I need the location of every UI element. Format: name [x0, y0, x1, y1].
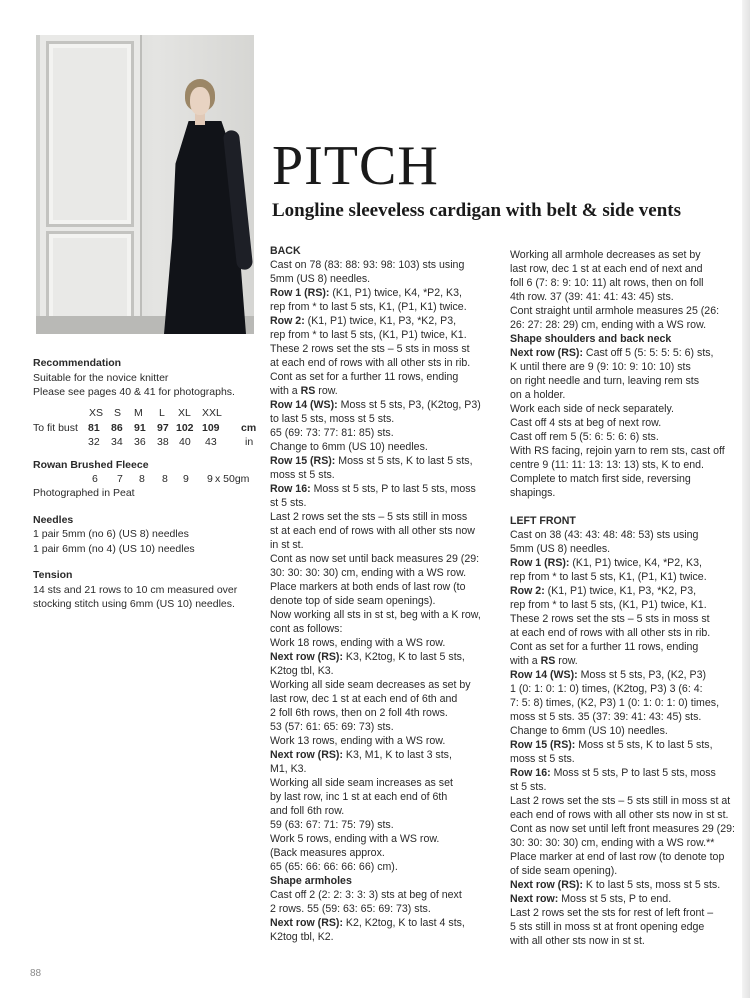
instruction-text: rep from * to last 5 sts, (K1, P1) twice, K1. [270, 329, 467, 341]
instruction-line [510, 556, 740, 570]
instruction-line [270, 720, 502, 734]
instruction-label: Shape armholes [270, 875, 352, 887]
instruction-label: LEFT FRONT [510, 515, 576, 527]
instruction-label: Row 15 (RS): [270, 455, 336, 467]
instruction-line [270, 566, 502, 580]
instruction-line [270, 328, 502, 342]
instruction-line [510, 710, 740, 724]
instruction-line [510, 640, 740, 654]
instruction-text: 2 rows. 55 (59: 63: 65: 69: 73) sts. [270, 903, 431, 915]
instruction-text: 5mm (US 8) needles. [270, 273, 371, 285]
instruction-line [270, 454, 502, 468]
instruction-label: Row 16: [510, 767, 551, 779]
instruction-line [510, 612, 740, 626]
instruction-line [510, 262, 740, 276]
instruction-line [510, 682, 740, 696]
instruction-text: cont as follows: [270, 623, 343, 635]
instruction-line [270, 286, 502, 300]
instruction-text: Place marker at end of last row (to denote top [510, 851, 725, 863]
instruction-line [270, 734, 502, 748]
instruction-text: Change to 6mm (US 10) needles. [510, 725, 668, 737]
instruction-line [270, 482, 502, 496]
instruction-text: 65 (65: 66: 66: 66: 66) cm). [270, 861, 398, 873]
instruction-line [510, 738, 740, 752]
instruction-line [510, 780, 740, 794]
instruction-line [510, 696, 740, 710]
instruction-text: 30: 30: 30: 30) cm, ending with a WS row.** [510, 837, 715, 849]
tension-line: 14 sts and 21 rows to 10 cm measured over [33, 583, 238, 596]
yarn-count: 7 [117, 473, 123, 485]
instruction-line [510, 318, 740, 332]
yarn-quantities [33, 472, 258, 486]
instruction-text: with a [270, 385, 301, 397]
instruction-line [510, 304, 740, 318]
instruction-line [270, 258, 502, 272]
photographed-colour: Photographed in Peat [33, 487, 135, 499]
recommendation-line: Suitable for the novice knitter [33, 371, 169, 384]
instruction-label: Next row: [510, 893, 559, 905]
instruction-text: Work 13 rows, ending with a WS row. [270, 735, 446, 747]
fit-cm-value: 109 [202, 421, 220, 434]
fit-in-unit: in [245, 435, 254, 448]
instruction-text: row. [555, 655, 578, 667]
instruction-text: Last 2 rows set the sts – 5 sts still in moss [270, 511, 468, 523]
instruction-line [510, 360, 740, 374]
instruction-line [270, 622, 502, 636]
instruction-line [270, 524, 502, 538]
instruction-line [510, 808, 740, 822]
yarn-count: 8 [162, 473, 168, 485]
instruction-label: Next row (RS): [270, 917, 343, 929]
instruction-text: Cast off 4 sts at beg of next row. [510, 417, 662, 429]
fit-cm-value: 91 [134, 421, 146, 434]
size-label: XXL [202, 406, 222, 419]
instruction-line [510, 836, 740, 850]
instruction-text: moss st 5 sts. [510, 753, 575, 765]
yarn-unit: x 50gm [215, 473, 250, 485]
instruction-line [510, 654, 740, 668]
instruction-label: Row 16: [270, 483, 311, 495]
instruction-line [510, 472, 740, 486]
instruction-text: Place markers at both ends of last row (to [270, 581, 466, 593]
instruction-text: foll 6 (7: 8: 9: 10: 11) alt rows, then on foll [510, 277, 704, 289]
size-table [33, 406, 258, 450]
instruction-text: Cast off 5 (5: 5: 5: 5: 6) sts, [582, 347, 714, 359]
instruction-line [510, 500, 740, 514]
instruction-label: Next row (RS): [510, 879, 583, 891]
instruction-line [270, 314, 502, 328]
instruction-text: last row, dec 1 st at each end of next and [510, 263, 703, 275]
yarn-count: 9 [207, 473, 213, 485]
instruction-line [270, 692, 502, 706]
size-label: S [114, 406, 122, 419]
instruction-line [270, 818, 502, 832]
yarn-count: 6 [92, 473, 98, 485]
instruction-text: With RS facing, rejoin yarn to rem sts, cast off [510, 445, 725, 457]
instruction-label: Row 14 (WS): [270, 399, 338, 411]
instruction-line [510, 570, 740, 584]
instruction-line [270, 244, 502, 258]
instruction-line [270, 650, 502, 664]
instruction-text: Moss st 5 sts, P to end. [558, 893, 672, 905]
instruction-line [270, 440, 502, 454]
instruction-line [510, 598, 740, 612]
instruction-text: Cont as set for a further 11 rows, ending [510, 641, 699, 653]
instruction-line [270, 370, 502, 384]
instruction-text: Last 2 rows set the sts – 5 sts still in moss st at [510, 795, 731, 807]
front-instructions [510, 248, 740, 948]
pattern-info [33, 356, 258, 612]
instruction-text: with all other sts now in st st. [510, 935, 645, 947]
instruction-text: 1 (0: 1: 0: 1: 0) times, (K2tog, P3) 3 (6: 4: [510, 683, 703, 695]
instruction-text: Complete to match first side, reversing [510, 473, 691, 485]
fit-bust-label: To fit bust [33, 421, 78, 434]
instruction-line [270, 356, 502, 370]
instruction-line [510, 486, 740, 500]
instruction-text: (Back measures approx. [270, 847, 385, 859]
instruction-text: Working all side seam increases as set [270, 777, 453, 789]
instruction-line [510, 794, 740, 808]
instruction-line [270, 552, 502, 566]
instruction-text: Moss st 5 sts, K to last 5 sts, [335, 455, 473, 467]
instruction-line [270, 398, 502, 412]
tension-line: stocking stitch using 6mm (US 10) needles. [33, 598, 235, 610]
instruction-line [510, 444, 740, 458]
instruction-text: Cast off rem 5 (5: 6: 5: 6: 6) sts. [510, 431, 659, 443]
fit-cm-value: 102 [176, 421, 194, 434]
instruction-line [270, 580, 502, 594]
instruction-line [510, 752, 740, 766]
instruction-line [270, 762, 502, 776]
instruction-text: K until there are 9 (9: 10: 9: 10: 10) sts [510, 361, 691, 373]
instruction-line [510, 822, 740, 836]
instruction-line [270, 538, 502, 552]
instruction-line [270, 832, 502, 846]
instruction-line [270, 748, 502, 762]
instruction-text: st at each end of rows with all other sts now [270, 525, 475, 537]
size-label: XS [89, 406, 104, 419]
instruction-text: These 2 rows set the sts – 5 sts in moss st [510, 613, 710, 625]
instruction-line [270, 272, 502, 286]
instruction-line [510, 584, 740, 598]
instruction-label: Row 2: [510, 585, 545, 597]
instruction-text [510, 501, 513, 513]
instruction-text: Cast off 2 (2: 2: 3: 3: 3) sts at beg of next [270, 889, 462, 901]
instruction-text: Cast on 78 (83: 88: 93: 98: 103) sts using [270, 259, 465, 271]
fit-in-value: 36 [134, 435, 146, 448]
instruction-line [270, 846, 502, 860]
instruction-text: last row, dec 1 st at each end of 6th and [270, 693, 458, 705]
instruction-text: K2tog tbl, K2. [270, 931, 334, 943]
instruction-text: 53 (57: 61: 65: 69: 73) sts. [270, 721, 394, 733]
yarn-heading: Rowan Brushed Fleece [33, 458, 149, 471]
page-number: 88 [30, 968, 42, 979]
instruction-line [270, 678, 502, 692]
instruction-line [270, 342, 502, 356]
instruction-text: rep from * to last 5 sts, K1, (P1, K1) twice. [510, 571, 707, 583]
instruction-text: moss st 5 sts. [270, 469, 335, 481]
fit-cm-unit: cm [241, 421, 257, 434]
instruction-label: RS [540, 655, 556, 667]
instruction-text: each end of rows with all other sts now in st st. [510, 809, 729, 821]
instruction-text: Cont as now set until left front measures 29 (29: [510, 823, 735, 835]
instruction-line [510, 850, 740, 864]
instruction-text: Change to 6mm (US 10) needles. [270, 441, 428, 453]
instruction-text: 5 sts still in moss st at front opening edge [510, 921, 705, 933]
instruction-text: K3, K2tog, K to last 5 sts, [342, 651, 465, 663]
instruction-label: Shape shoulders and back neck [510, 333, 672, 345]
instruction-text: Cont straight until armhole measures 25 (26: [510, 305, 720, 317]
instruction-text: Work 5 rows, ending with a WS row. [270, 833, 440, 845]
instruction-line [510, 276, 740, 290]
instruction-text: Cast on 38 (43: 43: 48: 48: 53) sts using [510, 529, 699, 541]
instruction-text: rep from * to last 5 sts, (K1, P1) twice, K1. [510, 599, 707, 611]
instruction-line [510, 416, 740, 430]
instruction-text: at each end of rows with all other sts in rib. [510, 627, 711, 639]
size-label: L [159, 406, 165, 419]
needles-line: 1 pair 6mm (no 4) (US 10) needles [33, 542, 195, 555]
fit-cm-value: 86 [111, 421, 123, 434]
instruction-line [270, 636, 502, 650]
instruction-text: 7: 5: 8) times, (K2, P3) 1 (0: 1: 0: 1: 0) times, [510, 697, 720, 709]
instruction-text: These 2 rows set the sts – 5 sts in moss st [270, 343, 470, 355]
instruction-text: Work each side of neck separately. [510, 403, 674, 415]
instruction-text: 2 foll 6th rows, then on 2 foll 4th rows. [270, 707, 448, 719]
fit-in-value: 34 [111, 435, 123, 448]
instruction-line [510, 766, 740, 780]
instruction-text: (K1, P1) twice, K1, P3, *K2, P3, [304, 315, 457, 327]
page-subtitle: Longline sleeveless cardigan with belt & side vents [272, 200, 682, 221]
fit-in-value: 32 [88, 435, 100, 448]
instruction-text: moss st 5 sts. 35 (37: 39: 41: 43: 45) sts. [510, 711, 702, 723]
instruction-text: in st st. [270, 539, 304, 551]
instruction-text: rep from * to last 5 sts, K1, (P1, K1) twice. [270, 301, 467, 313]
instruction-line [510, 878, 740, 892]
page-title: PITCH [272, 135, 439, 197]
instruction-text: (K1, P1) twice, K1, P3, *K2, P3, [544, 585, 697, 597]
instruction-line [510, 892, 740, 906]
needles-heading: Needles [33, 513, 74, 526]
instruction-text: st 5 sts. [270, 497, 307, 509]
instruction-text: K2tog tbl, K3. [270, 665, 334, 677]
instruction-text: Cont as now set until back measures 29 (29: [270, 553, 480, 565]
instruction-text: Working all side seam decreases as set by [270, 679, 471, 691]
instruction-text: Moss st 5 sts, P3, (K2tog, P3) [337, 399, 481, 411]
instruction-line [510, 332, 740, 346]
fit-cm-value: 97 [157, 421, 169, 434]
instruction-line [270, 412, 502, 426]
instruction-line [270, 594, 502, 608]
instruction-text: K2, K2tog, K to last 4 sts, [342, 917, 465, 929]
instruction-line [270, 608, 502, 622]
instruction-text: on right needle and turn, leaving rem sts [510, 375, 700, 387]
instruction-text: Working all armhole decreases as set by [510, 249, 701, 261]
instruction-line [510, 528, 740, 542]
fit-in-value: 43 [205, 435, 217, 448]
instruction-label: Next row (RS): [510, 347, 583, 359]
instruction-line [510, 430, 740, 444]
instruction-text: denote top of side seam openings). [270, 595, 436, 607]
instruction-text: K3, M1, K to last 3 sts, [342, 749, 452, 761]
instruction-line [270, 874, 502, 888]
instruction-line [270, 930, 502, 944]
instruction-text: and foll 6th row. [270, 805, 345, 817]
instruction-text: row. [315, 385, 338, 397]
instruction-text: Moss st 5 sts, P to last 5 sts, moss [550, 767, 716, 779]
instruction-line [270, 300, 502, 314]
yarn-count: 9 [183, 473, 189, 485]
instruction-text: by last row, inc 1 st at each end of 6th [270, 791, 448, 803]
instruction-line [270, 916, 502, 930]
instruction-line [510, 934, 740, 948]
instruction-line [510, 248, 740, 262]
instruction-text: (K1, P1) twice, K4, *P2, K3, [569, 557, 702, 569]
tension-heading: Tension [33, 569, 73, 581]
instruction-text: 65 (69: 73: 77: 81: 85) sts. [270, 427, 394, 439]
instruction-label: Next row (RS): [270, 749, 343, 761]
instruction-text: to last 5 sts, moss st 5 sts. [270, 413, 395, 425]
back-instructions [270, 244, 502, 944]
instruction-text: on a holder. [510, 389, 566, 401]
instruction-line [270, 664, 502, 678]
yarn-count: 8 [139, 473, 145, 485]
instruction-line [510, 374, 740, 388]
instruction-text: 4th row. 37 (39: 41: 41: 43: 45) sts. [510, 291, 674, 303]
instruction-line [510, 514, 740, 528]
instruction-text: Last 2 rows set the sts for rest of left front – [510, 907, 714, 919]
instruction-line [270, 888, 502, 902]
instruction-text: Moss st 5 sts, P to last 5 sts, moss [310, 483, 476, 495]
recommendation-heading: Recommendation [33, 357, 122, 369]
instruction-label: Row 1 (RS): [270, 287, 330, 299]
recommendation-line: Please see pages 40 & 41 for photographs. [33, 386, 235, 398]
size-label: XL [178, 406, 191, 419]
instruction-text: Work 18 rows, ending with a WS row. [270, 637, 446, 649]
instruction-line [270, 510, 502, 524]
fit-in-value: 38 [157, 435, 169, 448]
instruction-line [270, 804, 502, 818]
instruction-label: BACK [270, 245, 301, 257]
model-photo [36, 35, 254, 334]
instruction-text: Moss st 5 sts, K to last 5 sts, [575, 739, 713, 751]
instruction-line [510, 458, 740, 472]
instruction-line [510, 864, 740, 878]
instruction-text: shapings. [510, 487, 556, 499]
instruction-text: Now working all sts in st st, beg with a K row, [270, 609, 481, 621]
instruction-line [270, 776, 502, 790]
instruction-label: RS [300, 385, 316, 397]
page-edge [742, 0, 750, 998]
instruction-line [510, 920, 740, 934]
instruction-label: Next row (RS): [270, 651, 343, 663]
instruction-line [510, 290, 740, 304]
instruction-text: K to last 5 sts, moss st 5 sts. [582, 879, 721, 891]
instruction-text: at each end of rows with all other sts in rib. [270, 357, 471, 369]
instruction-text: (K1, P1) twice, K4, *P2, K3, [329, 287, 462, 299]
instruction-line [270, 902, 502, 916]
instruction-line [270, 468, 502, 482]
instruction-label: Row 2: [270, 315, 305, 327]
needles-line: 1 pair 5mm (no 6) (US 8) needles [33, 528, 189, 540]
instruction-text: 59 (63: 67: 71: 75: 79) sts. [270, 819, 394, 831]
instruction-text: Moss st 5 sts, P3, (K2, P3) [577, 669, 707, 681]
instruction-text: 5mm (US 8) needles. [510, 543, 611, 555]
instruction-label: Row 15 (RS): [510, 739, 576, 751]
instruction-line [510, 402, 740, 416]
instruction-text: of side seam opening). [510, 865, 618, 877]
fit-in-value: 40 [179, 435, 191, 448]
instruction-line [510, 724, 740, 738]
instruction-text: st 5 sts. [510, 781, 547, 793]
instruction-line [510, 626, 740, 640]
instruction-line [270, 384, 502, 398]
instruction-line [510, 906, 740, 920]
instruction-line [270, 426, 502, 440]
size-label: M [134, 406, 143, 419]
instruction-line [270, 860, 502, 874]
instruction-text: 30: 30: 30: 30) cm, ending with a WS row. [270, 567, 467, 579]
instruction-text: M1, K3. [270, 763, 307, 775]
instruction-text: centre 9 (11: 11: 13: 13: 13) sts, K to end. [510, 459, 704, 471]
instruction-text: 26: 27: 28: 29) cm, ending with a WS row. [510, 319, 707, 331]
instruction-label: Row 14 (WS): [510, 669, 578, 681]
instruction-line [510, 346, 740, 360]
instruction-line [510, 388, 740, 402]
fit-cm-value: 81 [88, 421, 100, 434]
instruction-label: Row 1 (RS): [510, 557, 570, 569]
instruction-line [270, 496, 502, 510]
instruction-text: Cont as set for a further 11 rows, ending [270, 371, 459, 383]
instruction-text: with a [510, 655, 541, 667]
instruction-line [270, 790, 502, 804]
instruction-line [270, 706, 502, 720]
instruction-line [510, 542, 740, 556]
instruction-line [510, 668, 740, 682]
